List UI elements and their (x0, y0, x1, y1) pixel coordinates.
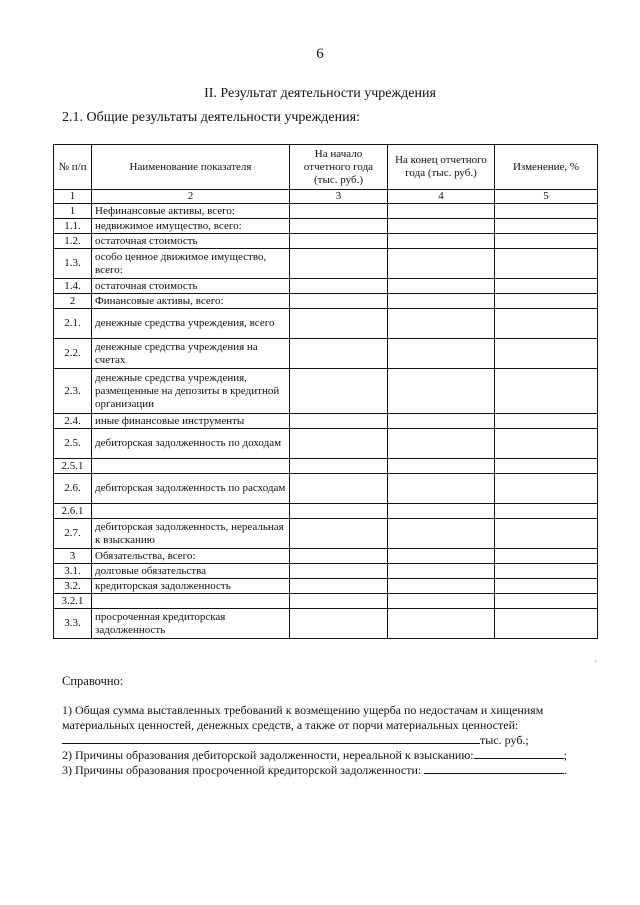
subsection-title: 2.1. Общие результаты деятельности учреждения: (62, 110, 360, 125)
end-value-cell (388, 594, 495, 609)
index-cell: 3 (290, 190, 388, 204)
row-name: иные финансовые инструменты (92, 414, 290, 429)
note-item-3 (62, 763, 602, 778)
row-number: 1.2. (54, 234, 92, 249)
row-number: 1 (54, 204, 92, 219)
start-value-cell (290, 519, 388, 549)
start-value-cell (290, 309, 388, 339)
row-number: 2.4. (54, 414, 92, 429)
row-number: 2.1. (54, 309, 92, 339)
page-number: 6 (316, 46, 324, 62)
table-row (54, 519, 598, 549)
row-name: кредиторская задолженность (92, 579, 290, 594)
table-row (54, 204, 598, 219)
end-value-cell (388, 369, 495, 414)
change-value-cell (495, 294, 598, 309)
row-name: недвижимое имущество, всего: (92, 219, 290, 234)
row-name: долговые обязательства (92, 564, 290, 579)
start-value-cell (290, 294, 388, 309)
scan-mark: ˋ (594, 660, 598, 671)
change-value-cell (495, 579, 598, 594)
table-row (54, 369, 598, 414)
note-2-blank-line[interactable] (474, 748, 564, 759)
note-2-text: 2) Причины образования дебиторской задолженности, нереальной к взысканию: (62, 748, 474, 762)
change-value-cell (495, 339, 598, 369)
row-number: 2.3. (54, 369, 92, 414)
end-value-cell (388, 204, 495, 219)
change-value-cell (495, 369, 598, 414)
row-number: 3.2.1 (54, 594, 92, 609)
end-value-cell (388, 414, 495, 429)
note-1-text: 1) Общая сумма выставленных требований к возмещению ущерба по недостачам и хищениям материальных ценностей, денежных средств, а также от порчи материальных ценностей: (62, 703, 544, 732)
table-row (54, 294, 598, 309)
end-value-cell (388, 279, 495, 294)
row-name: особо ценное движимое имущество, всего: (92, 249, 290, 279)
end-value-cell (388, 249, 495, 279)
start-value-cell (290, 339, 388, 369)
end-value-cell (388, 429, 495, 459)
row-number: 3.3. (54, 609, 92, 639)
end-value-cell (388, 474, 495, 504)
header-num: № п/п (54, 145, 92, 190)
row-number: 3.1. (54, 564, 92, 579)
row-number: 3.2. (54, 579, 92, 594)
change-value-cell (495, 309, 598, 339)
change-value-cell (495, 609, 598, 639)
row-name: дебиторская задолженность по доходам (92, 429, 290, 459)
row-number: 1.1. (54, 219, 92, 234)
note-2-end: ; (563, 748, 567, 762)
table-row (54, 429, 598, 459)
end-value-cell (388, 609, 495, 639)
end-value-cell (388, 519, 495, 549)
start-value-cell (290, 279, 388, 294)
row-name: Финансовые активы, всего: (92, 294, 290, 309)
index-cell: 5 (495, 190, 598, 204)
end-value-cell (388, 339, 495, 369)
index-cell: 1 (54, 190, 92, 204)
table-row (54, 474, 598, 504)
table-row (54, 234, 598, 249)
row-name: остаточная стоимость (92, 279, 290, 294)
header-end: На конец отчетного года (тыс. руб.) (388, 145, 495, 190)
change-value-cell (495, 249, 598, 279)
change-value-cell (495, 519, 598, 549)
row-number: 1.3. (54, 249, 92, 279)
end-value-cell (388, 294, 495, 309)
header-start: На начало отчетного года (тыс. руб.) (290, 145, 388, 190)
start-value-cell (290, 369, 388, 414)
row-number: 1.4. (54, 279, 92, 294)
table-row (54, 609, 598, 639)
row-number: 3 (54, 549, 92, 564)
start-value-cell (290, 579, 388, 594)
change-value-cell (495, 564, 598, 579)
note-item-2 (62, 748, 602, 763)
note-1-blank-line[interactable] (62, 733, 480, 744)
change-value-cell (495, 429, 598, 459)
row-number: 2.5. (54, 429, 92, 459)
end-value-cell (388, 309, 495, 339)
results-table (53, 144, 598, 639)
change-value-cell (495, 474, 598, 504)
start-value-cell (290, 609, 388, 639)
change-value-cell (495, 459, 598, 474)
header-change: Изменение, % (495, 145, 598, 190)
reference-label: Справочно: (62, 674, 124, 688)
start-value-cell (290, 564, 388, 579)
table-row (54, 279, 598, 294)
index-cell: 2 (92, 190, 290, 204)
row-number: 2.6.1 (54, 504, 92, 519)
start-value-cell (290, 594, 388, 609)
row-name: денежные средства учреждения на счетах (92, 339, 290, 369)
table-row (54, 219, 598, 234)
end-value-cell (388, 234, 495, 249)
start-value-cell (290, 504, 388, 519)
end-value-cell (388, 579, 495, 594)
start-value-cell (290, 219, 388, 234)
change-value-cell (495, 204, 598, 219)
change-value-cell (495, 219, 598, 234)
change-value-cell (495, 549, 598, 564)
table-row (54, 309, 598, 339)
table-row (54, 249, 598, 279)
start-value-cell (290, 459, 388, 474)
end-value-cell (388, 459, 495, 474)
section-title: II. Результат деятельности учреждения (204, 86, 436, 101)
change-value-cell (495, 414, 598, 429)
start-value-cell (290, 549, 388, 564)
row-name: остаточная стоимость (92, 234, 290, 249)
start-value-cell (290, 204, 388, 219)
note-3-blank-line[interactable] (424, 763, 564, 774)
end-value-cell (388, 504, 495, 519)
row-number: 2.7. (54, 519, 92, 549)
row-number: 2 (54, 294, 92, 309)
row-name: Нефинансовые активы, всего: (92, 204, 290, 219)
row-name (92, 504, 290, 519)
row-number: 2.2. (54, 339, 92, 369)
table-row (54, 594, 598, 609)
row-name: денежные средства учреждения, всего (92, 309, 290, 339)
end-value-cell (388, 549, 495, 564)
notes-section (62, 674, 602, 778)
end-value-cell (388, 219, 495, 234)
start-value-cell (290, 414, 388, 429)
start-value-cell (290, 474, 388, 504)
row-name: дебиторская задолженность по расходам (92, 474, 290, 504)
row-name: просроченная кредиторская задолженность (92, 609, 290, 639)
table-row (54, 339, 598, 369)
table-row (54, 459, 598, 474)
row-name (92, 459, 290, 474)
row-number: 2.5.1 (54, 459, 92, 474)
row-name (92, 594, 290, 609)
start-value-cell (290, 249, 388, 279)
note-1-unit: тыс. руб.; (480, 733, 529, 747)
change-value-cell (495, 504, 598, 519)
table-row (54, 549, 598, 564)
header-name: Наименование показателя (92, 145, 290, 190)
note-3-text: 3) Причины образования просроченной кредиторской задолженности: (62, 763, 422, 777)
row-number: 2.6. (54, 474, 92, 504)
row-name: дебиторская задолженность, нереальная к взысканию (92, 519, 290, 549)
row-name: денежные средства учреждения, размещенные на депозиты в кредитной организации (92, 369, 290, 414)
index-cell: 4 (388, 190, 495, 204)
change-value-cell (495, 279, 598, 294)
table-row (54, 504, 598, 519)
start-value-cell (290, 234, 388, 249)
note-item-1 (62, 703, 602, 748)
table-row (54, 579, 598, 594)
table-row (54, 414, 598, 429)
end-value-cell (388, 564, 495, 579)
note-3-end: . (564, 763, 568, 777)
change-value-cell (495, 594, 598, 609)
table-row (54, 564, 598, 579)
change-value-cell (495, 234, 598, 249)
start-value-cell (290, 429, 388, 459)
row-name: Обязательства, всего: (92, 549, 290, 564)
